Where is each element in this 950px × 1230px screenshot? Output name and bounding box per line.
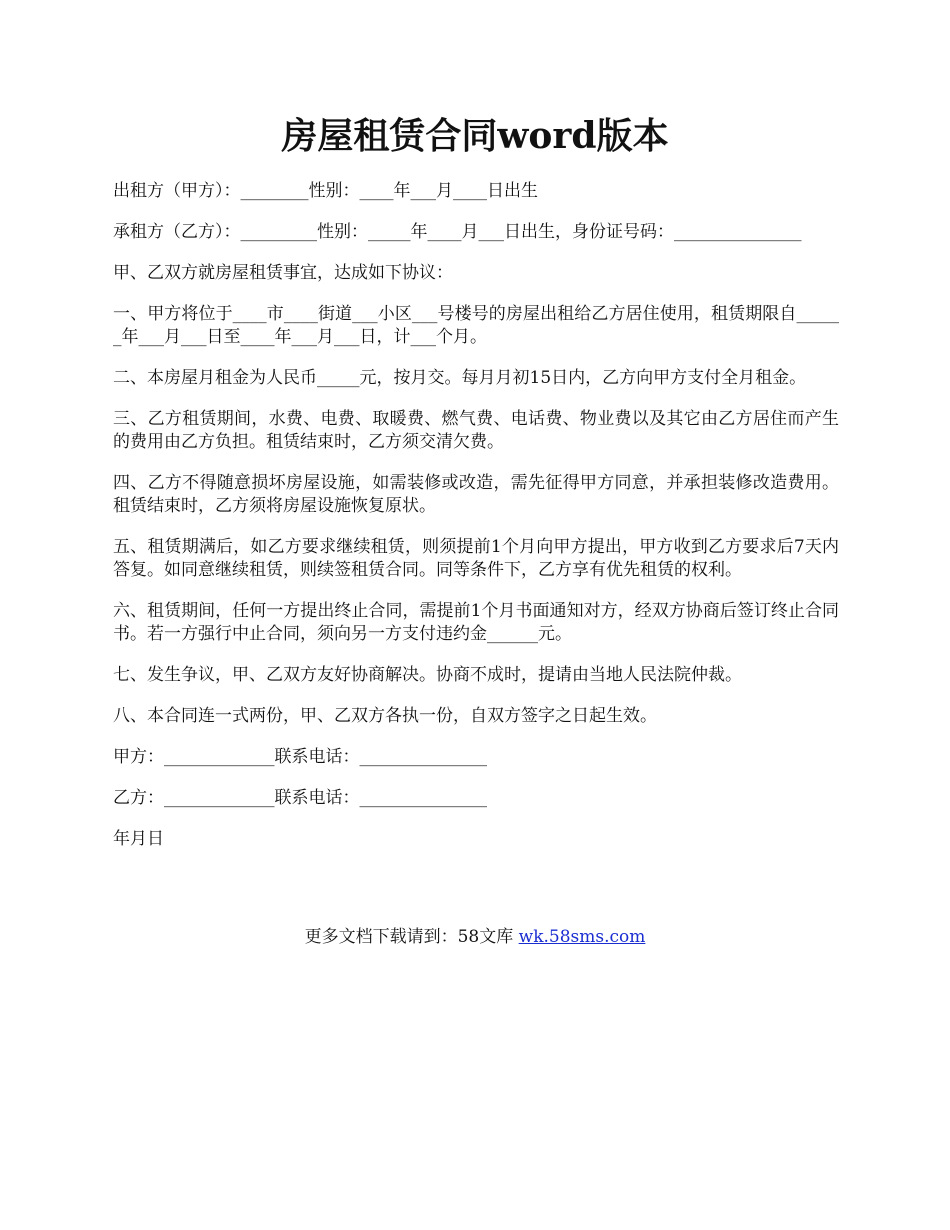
party-b-signature: 乙方：_____________联系电话：_______________	[113, 788, 487, 808]
clause-4: 四、乙方不得随意损坏房屋设施，如需装修或改造，需先征得甲方同意，并承担装修改造费用。租赁结束时，乙方须将房屋设施恢复原状。	[113, 473, 839, 516]
document-title: 房屋租赁合同word版本	[281, 115, 669, 157]
clause-3: 三、乙方租赁期间，水费、电费、取暖费、燃气费、电话费、物业费以及其它由乙方居住而产生的费用由乙方负担。租赁结束时，乙方须交清欠费。	[113, 409, 839, 452]
document-body	[113, 180, 839, 869]
party-a-signature: 甲方：_____________联系电话：_______________	[113, 747, 487, 767]
lessor-info: 出租方（甲方）：________性别：____年___月____日出生	[113, 181, 538, 201]
clause-8: 八、本合同连一式两份，甲、乙双方各执一份，自双方签字之日起生效。	[113, 706, 657, 726]
download-footer	[0, 926, 950, 949]
signing-date: 年月日	[113, 829, 164, 849]
clause-6: 六、租赁期间，任何一方提出终止合同，需提前1个月书面通知对方，经双方协商后签订终止合同书。若一方强行中止合同，须向另一方支付违约金______元。	[113, 601, 839, 644]
clause-5: 五、租赁期满后，如乙方要求继续租赁，则须提前1个月向甲方提出，甲方收到乙方要求后7天内答复。如同意继续租赁，则续签租赁合同。同等条件下，乙方享有优先租赁的权利。	[113, 537, 839, 580]
clause-2: 二、本房屋月租金为人民币_____元，按月交。每月月初15日内，乙方向甲方支付全月租金。	[113, 368, 807, 388]
clause-7: 七、发生争议，甲、乙双方友好协商解决。协商不成时，提请由当地人民法院仲裁。	[113, 665, 742, 685]
footer-text: 更多文档下载请到：58文库	[304, 927, 514, 947]
site-link[interactable]: wk.58sms.com	[518, 927, 646, 947]
clause-1: 一、甲方将位于____市____街道___小区___号楼号的房屋出租给乙方居住使用，租赁期限自______年___月___日至____年___月___日，计___个月。	[113, 304, 839, 347]
lessee-info: 承租方（乙方）：_________性别：_____年____月___日出生，身份证号码：_______________	[113, 222, 802, 242]
agreement-intro: 甲、乙双方就房屋租赁事宜，达成如下协议：	[113, 263, 453, 283]
